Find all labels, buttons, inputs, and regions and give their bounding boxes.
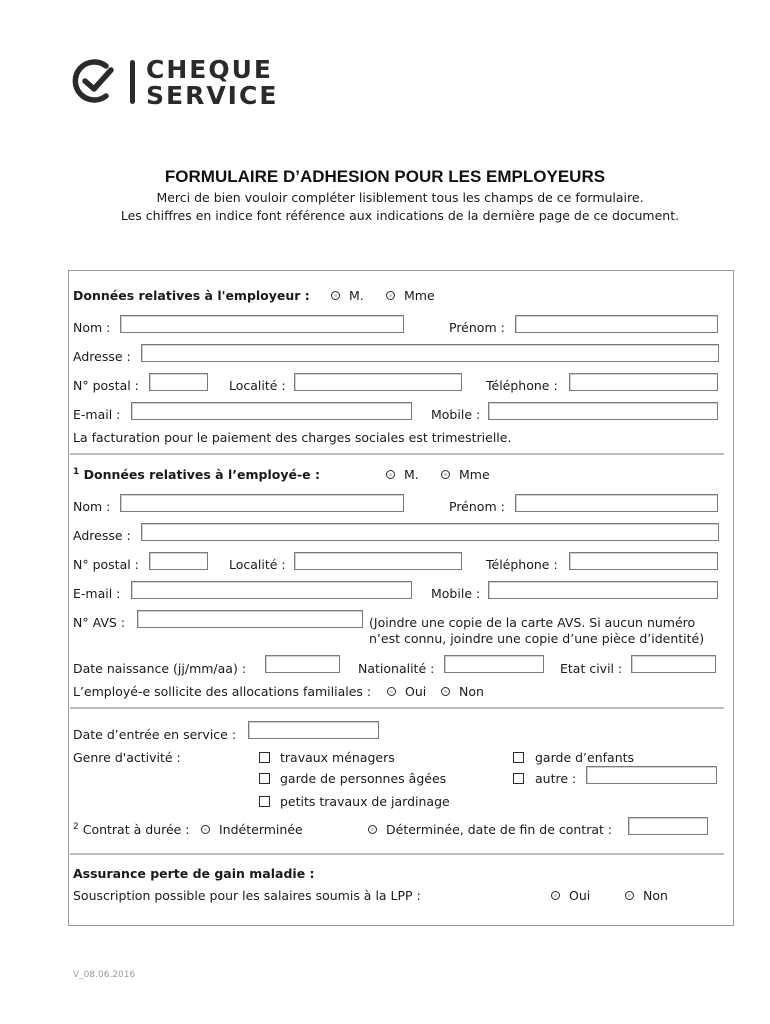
allowances-yes-radio[interactable] [387,687,396,696]
employee-mme-radio[interactable] [441,470,450,479]
employer-telephone-field[interactable] [569,373,718,391]
employer-mobile-label: Mobile : [431,407,481,422]
activity-label: Genre d'activité : [73,750,181,765]
lpp-no-label: Non [643,888,668,903]
activity-gardening-checkbox[interactable] [259,796,270,807]
activity-other-field[interactable] [586,766,717,784]
employee-nom-field[interactable] [120,494,404,512]
logo-line-2: SERVICE [146,81,279,110]
nationality-label: Nationalité : [358,661,435,676]
activity-housework-label: travaux ménagers [280,750,395,765]
logo-line-1: CHEQUE [146,55,273,84]
section-divider [70,707,724,709]
page-title: FORMULAIRE D’ADHESION POUR LES EMPLOYEURS [164,167,606,186]
avs-field[interactable] [137,610,363,628]
employer-heading: Données relatives à l'employeur : [73,288,310,303]
employee-localite-field[interactable] [294,552,462,570]
employee-nom-label: Nom : [73,499,111,514]
employer-email-label: E-mail : [73,407,121,422]
employee-prenom-label: Prénom : [449,499,505,514]
allowances-no-radio[interactable] [441,687,450,696]
insurance-heading: Assurance perte de gain maladie : [73,866,315,881]
activity-housework-checkbox[interactable] [259,752,270,763]
contract-label [73,822,190,837]
employee-m-radio[interactable] [386,470,395,479]
employer-mme-radio[interactable] [386,291,395,300]
contract-determinate-label: Déterminée, date de fin de contrat : [386,822,613,837]
employer-localite-label: Localité : [229,378,286,393]
version-label: V_08.06.2016 [73,970,136,980]
allowances-yes-label: Oui [405,684,427,699]
avs-label: N° AVS : [73,615,125,630]
cheque-service-logo-icon [70,56,140,106]
contract-end-date-field[interactable] [628,817,708,835]
civil-status-field[interactable] [631,655,716,673]
employer-prenom-label: Prénom : [449,320,505,335]
employer-telephone-label: Téléphone : [486,378,558,393]
logo [70,55,300,110]
employee-postal-field[interactable] [149,552,208,570]
employee-email-label: E-mail : [73,586,121,601]
activity-childcare-label: garde d’enfants [535,750,635,765]
employee-email-field[interactable] [131,581,412,599]
employer-m-label: M. [349,288,364,303]
birthdate-label: Date naissance (jj/mm/aa) : [73,661,247,676]
employee-mme-label: Mme [459,467,490,482]
nationality-field[interactable] [444,655,544,673]
employer-postal-field[interactable] [149,373,208,391]
employee-mobile-field[interactable] [488,581,718,599]
allowances-label: L’employé-e sollicite des allocations familiales : [73,684,372,699]
lpp-yes-label: Oui [569,888,591,903]
avs-note-line-1: (Joindre une copie de la carte AVS. Si aucun numéro [369,615,696,630]
contract-determinate-radio[interactable] [368,825,377,834]
employer-mme-label: Mme [404,288,435,303]
section-divider [70,853,724,855]
employee-heading [73,467,320,482]
activity-gardening-label: petits travaux de jardinage [280,794,450,809]
employer-adresse-field[interactable] [141,344,719,362]
activity-other-label: autre : [535,771,577,786]
activity-other-checkbox[interactable] [513,773,524,784]
employee-adresse-field[interactable] [141,523,719,541]
employee-postal-label: N° postal : [73,557,139,572]
allowances-no-label: Non [459,684,484,699]
employer-localite-field[interactable] [294,373,462,391]
employee-m-label: M. [404,467,419,482]
employer-nom-label: Nom : [73,320,111,335]
section-divider [70,453,724,455]
employee-mobile-label: Mobile : [431,586,481,601]
employer-nom-field[interactable] [120,315,404,333]
instruction-line-2: Les chiffres en indice font référence aux indications de la dernière page de ce document. [120,208,680,223]
civil-status-label: Etat civil : [560,661,623,676]
employer-prenom-field[interactable] [515,315,718,333]
activity-elderly-care-checkbox[interactable] [259,773,270,784]
employee-prenom-field[interactable] [515,494,718,512]
instruction-line-1: Merci de bien vouloir compléter lisiblement tous les champs de ce formulaire. [156,190,644,205]
employer-m-radio[interactable] [331,291,340,300]
employee-heading-text: Données relatives à l’employé-e : [83,467,320,482]
entry-date-field[interactable] [248,721,379,739]
footnote-2-marker: 2 [73,821,79,832]
birthdate-field[interactable] [265,655,340,673]
employee-adresse-label: Adresse : [73,528,131,543]
employer-mobile-field[interactable] [488,402,718,420]
employer-email-field[interactable] [131,402,412,420]
activity-elderly-care-label: garde de personnes âgées [280,771,447,786]
lpp-no-radio[interactable] [625,891,634,900]
avs-note-line-2: n’est connu, joindre une copie d’une pièce d’identité) [369,631,705,646]
entry-date-label: Date d’entrée en service : [73,727,237,742]
lpp-subscription-label: Souscription possible pour les salaires soumis à la LPP : [73,888,421,903]
lpp-yes-radio[interactable] [551,891,560,900]
contract-label-text: Contrat à durée : [82,822,190,837]
footnote-1-marker: 1 [73,466,80,477]
contract-indeterminate-radio[interactable] [201,825,210,834]
employee-telephone-label: Téléphone : [486,557,558,572]
employee-telephone-field[interactable] [569,552,718,570]
employee-localite-label: Localité : [229,557,286,572]
employer-adresse-label: Adresse : [73,349,131,364]
billing-note: La facturation pour le paiement des charges sociales est trimestrielle. [73,430,512,445]
employer-postal-label: N° postal : [73,378,139,393]
activity-childcare-checkbox[interactable] [513,752,524,763]
contract-indeterminate-label: Indéterminée [219,822,303,837]
